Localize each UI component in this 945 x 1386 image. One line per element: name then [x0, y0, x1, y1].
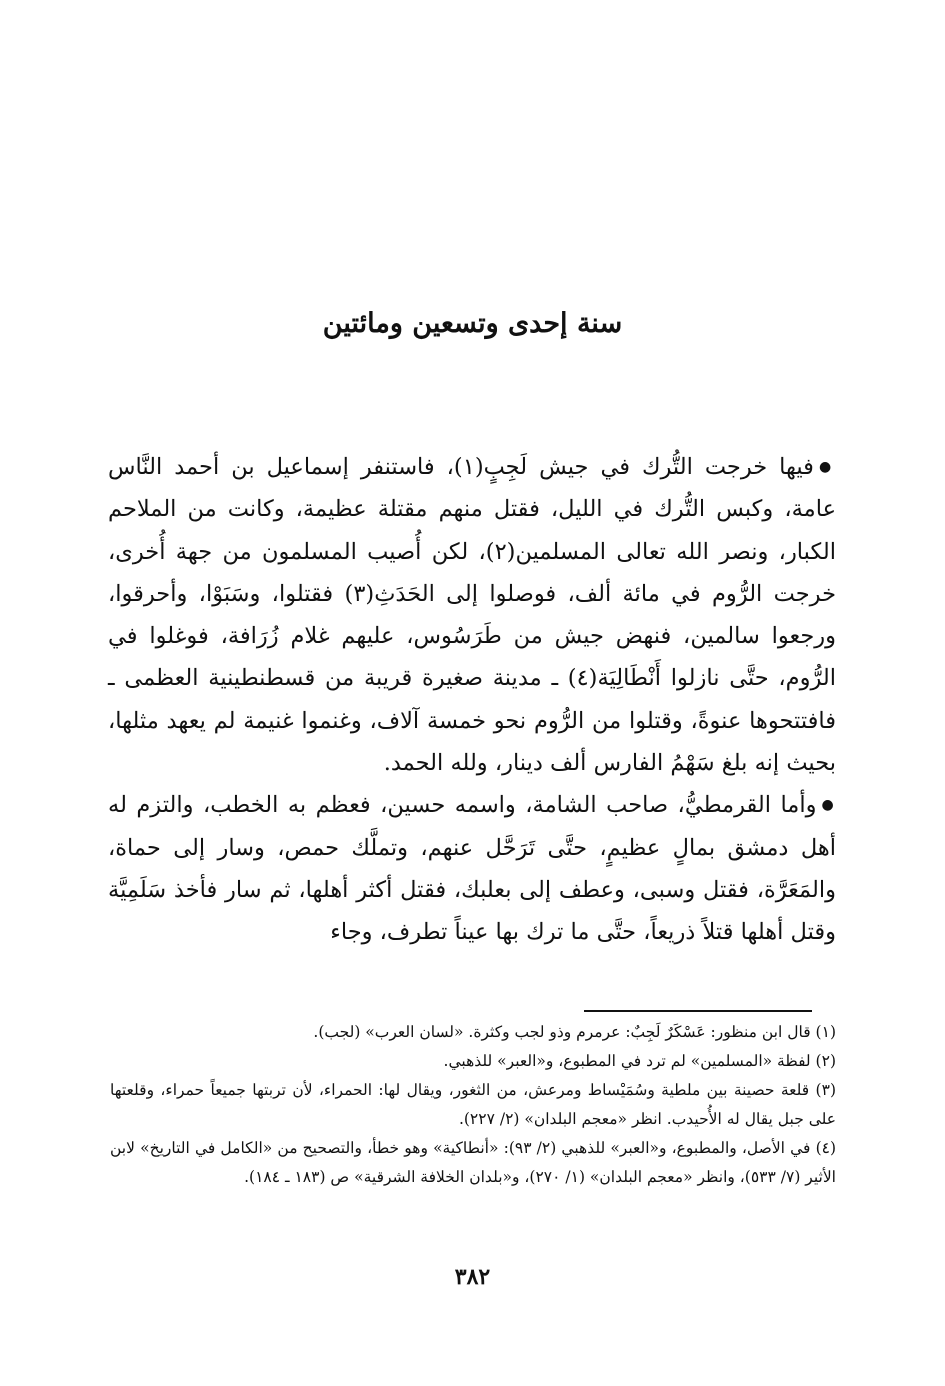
footnote-divider: [584, 1010, 812, 1012]
paragraph-2: [108, 784, 836, 953]
bullet-icon: ●: [818, 459, 837, 475]
paragraph-text: فيها خرجت التُّرك في جيش لَجِبٍ(١)، فاستنفر إسماعيل بن أحمد النَّاس عامة، وكبس التُّرك في الليل، فقتل منهم مقتلة عظيمة، وكانت من الملاحم الكبار، ونصر الله تعالى المسلمين(٢)، لكن أُصيب المسلمون من جهة أُخرى، خرجت الرُّوم في مائة ألف، فوصلوا إلى الحَدَثِ(٣) فقتلوا، وسَبَوْا، وأحرقوا، ورجعوا سالمين، فنهض جيش من طَرَسُوس، عليهم غلام زُرَافة، فوغلوا في الرُّوم، حتَّى نازلوا أَنْطَالِيَة(٤) ـ مدينة صغيرة قريبة من قسطنطينية العظمى ـ فافتتحوها عنوةً، وقتلوا من الرُّوم نحو خمسة آلاف، وغنموا غنيمة لم يعهد مثلها، بحيث إنه بلغ سَهْمُ الفارس ألف دينار، ولله الحمد.: [108, 454, 837, 777]
page-number: ٣٨٢: [454, 1264, 491, 1290]
footnote-1: (١) قال ابن منظور: عَسْكَرٌ لَجِبٌ: عرمرم وذو لجب وكثرة. «لسان العرب» (لجب).: [313, 1023, 836, 1041]
chapter-heading: سنة إحدى وتسعين ومائتين: [322, 308, 623, 339]
paragraph-text: وأما القرمطيُّ، صاحب الشامة، واسمه حسين، فعظم به الخطب، والتزم له أهل دمشق بمالٍ عظيمٍ، حتَّى تَرَحَّل عنهم، وتملَّك حمص، وسار إلى حماة، والمَعَرَّة، فقتل وسبى، وعطف إلى بعلبك، فقتل أكثر أهلها، ثم سار فأخذ سَلَمِيَّة وقتل أهلها قتلاً ذريعاً، حتَّى ما ترك بها عيناً تطرف، وجاء: [108, 792, 836, 946]
footnotes: [110, 1018, 836, 1192]
bullet-icon: ●: [821, 797, 836, 814]
footnote-2: (٢) لفظة «المسلمين» لم ترد في المطبوع، و«العبر» للذهبي.: [443, 1052, 836, 1070]
footnote-3: (٣) قلعة حصينة بين ملطية وسُمَيْساط ومرعش، من الثغور، ويقال لها: الحمراء، لأن تربتها جميعاً حمراء، وقلعتها على جبل يقال له الأُحيدب. انظر «معجم البلدان» (٢/ ٢٢٧).: [110, 1081, 836, 1128]
paragraph-1: [108, 446, 836, 784]
footnote-4: (٤) في الأصل، والمطبوع، و«العبر» للذهبي (٢/ ٩٣): «أنطاكية» وهو خطأ، والتصحيح من «الكامل في التاريخ» لابن الأثير (٧/ ٥٣٣)، وانظر «معجم البلدان» (١/ ٢٧٠)، و«بلدان الخلافة الشرقية» ص (١٨٣ ـ ١٨٤).: [110, 1139, 837, 1186]
body-text: [108, 446, 836, 954]
